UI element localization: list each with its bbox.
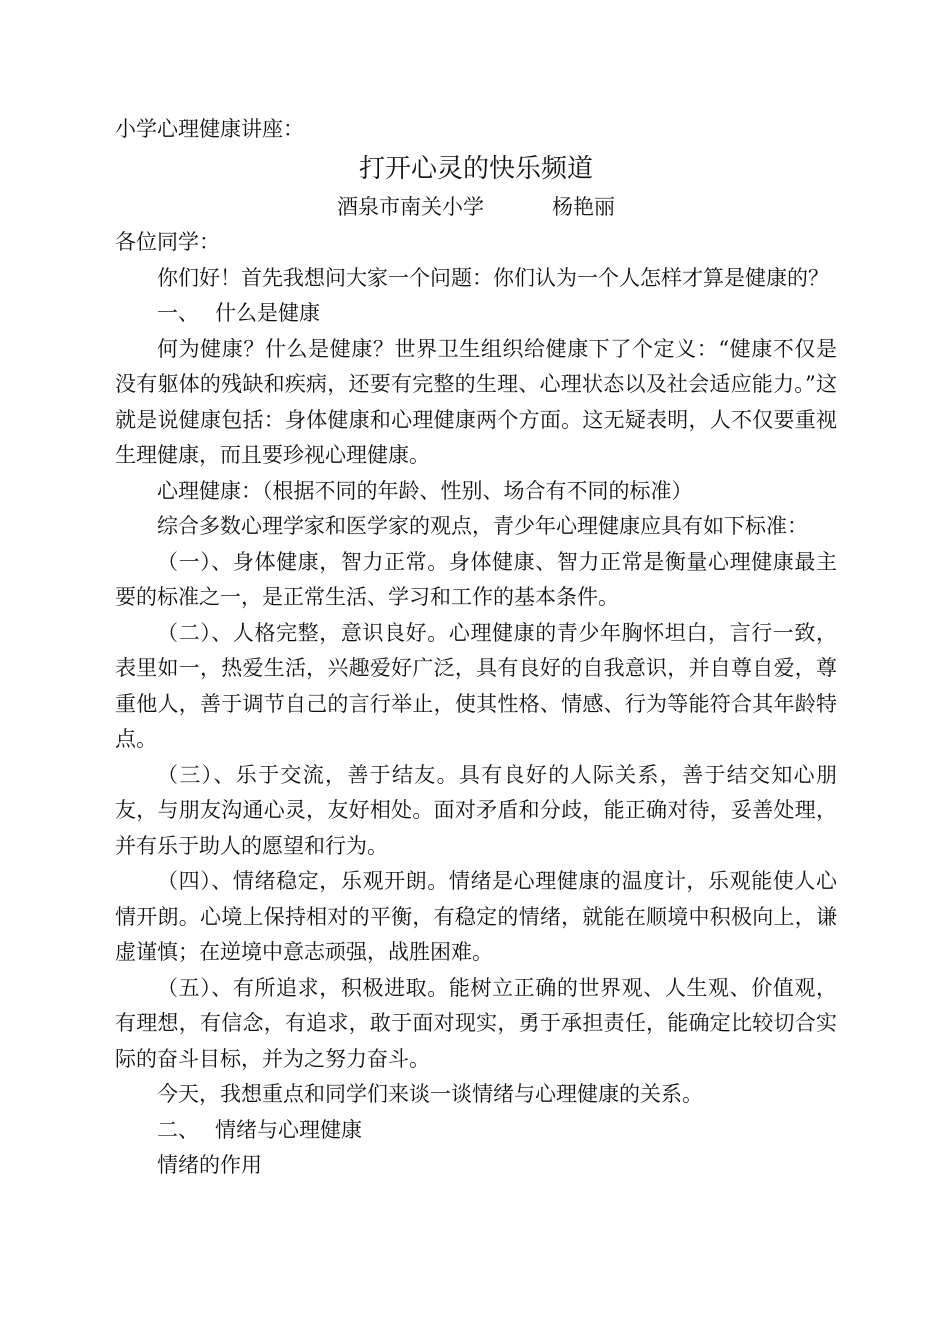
salutation: 各位同学：: [115, 230, 220, 254]
document-title: 打开心灵的快乐频道: [358, 153, 593, 184]
section-2-title: 情绪与心理健康: [215, 1117, 362, 1142]
section-1-number: 一、: [157, 301, 199, 325]
section-2-heading: [115, 1113, 837, 1149]
mental-health-note: 心理健康：（根据不同的年龄、性别、场合有不同的标准）: [157, 478, 693, 503]
byline: [115, 190, 837, 226]
section-1-title: 什么是健康: [215, 301, 320, 325]
standard-5-paragraph: （五）、有所追求，积极进取。能树立正确的世界观、人生观、价值观，有理想，有信念，有追求，敢于面对现实，勇于承担责任，能确定比较切合实际的奋斗目标，并为之努力奋斗。: [115, 975, 837, 1071]
document-body: [115, 112, 837, 1184]
standards-intro: 综合多数心理学家和医学家的观点，青少年心理健康应具有如下标准：: [157, 514, 808, 538]
standard-4-paragraph: （四）、情绪稳定，乐观开朗。情绪是心理健康的温度计，乐观能使人心情开朗。心境上保持相对的平衡，有稳定的情绪，就能在顺境中积极向上，谦虚谨慎；在逆境中意志顽强，战胜困难。: [115, 869, 837, 964]
section-2-number: 二、: [157, 1117, 199, 1142]
series-label: 小学心理健康讲座：: [115, 117, 304, 141]
subheading-emotion-role: 情绪的作用: [157, 1153, 262, 1177]
section-1-heading: [115, 296, 837, 332]
author-name: 杨艳丽: [552, 194, 615, 219]
standard-2-paragraph: （二）、人格完整，意识良好。心理健康的青少年胸怀坦白，言行一致，表里如一，热爱生活，兴趣爱好广泛，具有良好的自我意识，并自尊自爱，尊重他人，善于调节自己的言行举止，使其性格、情感、行为等能符合其年龄特点。: [115, 620, 837, 751]
definition-paragraph: 何为健康？什么是健康？世界卫生组织给健康下了个定义：“健康不仅是没有躯体的残缺和疾病，还要有完整的生理、心理状态以及社会适应能力。”这就是说健康包括：身体健康和心理健康两个方面。这无疑表明，人不仅要重视生理健康，而且要珍视心理健康。: [115, 336, 837, 467]
transition-paragraph: 今天，我想重点和同学们来谈一谈情绪与心理健康的关系。: [157, 1082, 703, 1106]
standard-1-paragraph: （一）、身体健康，智力正常。身体健康、智力正常是衡量心理健康最主要的标准之一，是正常生活、学习和工作的基本条件。: [115, 549, 837, 609]
standard-3-paragraph: （三）、乐于交流，善于结友。具有良好的人际关系，善于结交知心朋友，与朋友沟通心灵，友好相处。面对矛盾和分歧，能正确对待，妥善处理，并有乐于助人的愿望和行为。: [115, 762, 837, 858]
school-name: 酒泉市南关小学: [337, 194, 484, 219]
greeting-paragraph: 你们好！首先我想问大家一个问题：你们认为一个人怎样才算是健康的？: [157, 265, 829, 290]
